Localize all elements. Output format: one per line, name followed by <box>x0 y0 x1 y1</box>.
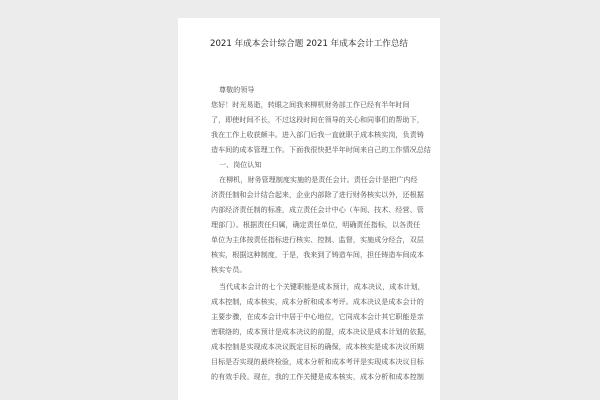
body-line: 造车间的成本管理工作。下面我很快把半年时间来自己的工作情况总结 <box>211 145 431 154</box>
body-line: 主要步骤，在成本会计中居于中心地位，它同成本会计其它职能是亲 <box>211 312 424 321</box>
body-line: 核实，根据这种制度，于是，我来到了铸造车间，担任铸造车间成本 <box>211 250 424 259</box>
document-title: 2021 年成本会计综合题 2021 年成本会计工作总结 <box>209 39 409 49</box>
body-line: 我在工作上收获颇丰。进入部门后我一直就职于成本核实岗，负责铸 <box>211 130 424 139</box>
body-line: 了，即使时间不长，不过这段时间在领导的关心和同事们的帮助下， <box>211 115 424 124</box>
body-line: 成本控制是实现成本决议既定目标的确保，成本核实是成本决议所期 <box>211 342 424 351</box>
body-line: 的有效手段。现在，我的工作关键是成本核实，成本分析和成本控制 <box>211 372 424 381</box>
body-line: 密联络的，成本预计是成本决议的前提，成本决议是成本计划的依据， <box>211 327 431 336</box>
body-line: 成本控制，成本核实，成本分析和成本考评。成本决议是成本会计的 <box>211 297 424 306</box>
body-line: 单位为主体按责任指标进行核实、控制、监督，实施成分经合，双层 <box>211 235 424 244</box>
body-line: 理部门）。根据责任归属，确定责任单位，明确责任指标，以各责任 <box>211 220 421 229</box>
body-line: 内部经济责任制的标准，成立责任会计中心（车间、技术、经营、管 <box>211 205 424 214</box>
body-line: 当代成本会计的七个关键职能是成本预计，成本决议，成本计划， <box>219 282 425 291</box>
document-page <box>178 18 440 400</box>
body-line: 核实专员。 <box>211 265 247 274</box>
body-line: 您好！时光易逝，转眼之间我来柳机财务部工作已经有半年时间 <box>211 100 410 109</box>
body-line: 目标是否实现的最终检验，成本分析和成本考评是实现成本决议目标 <box>211 357 424 366</box>
salutation-line: 尊敬的领导 <box>219 85 255 94</box>
section-heading: 一、岗位认知 <box>219 160 262 169</box>
body-line: 济责任制和会计结合起来，企业内部除了进行财务核实以外，还根据 <box>211 190 424 199</box>
body-line: 在柳机，财务管理制度实施的是责任会计。责任会计是把广内经 <box>219 175 418 184</box>
